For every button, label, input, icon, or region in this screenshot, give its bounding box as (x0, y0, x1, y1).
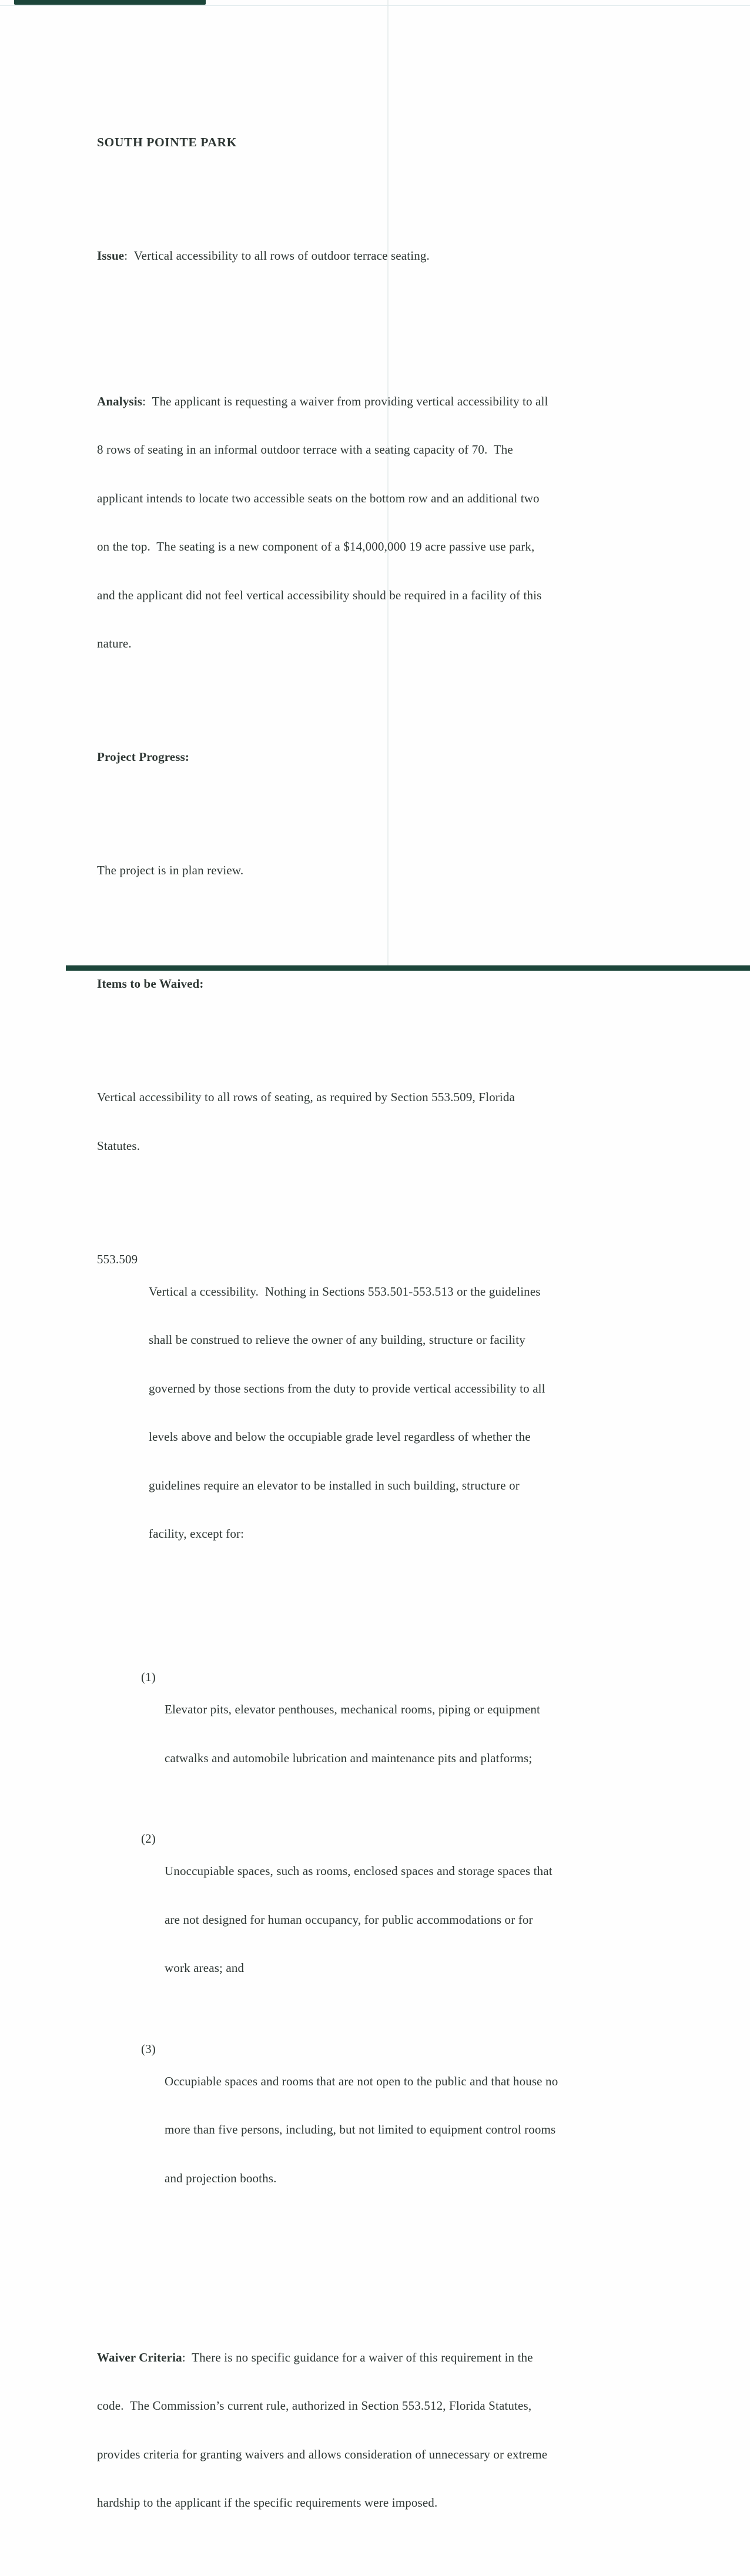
list-item-marker: (1) (141, 1670, 156, 1684)
text-line (97, 394, 720, 410)
analysis-text: : The applicant is requesting a waiver from providing vertical accessibility to all (142, 394, 548, 408)
text-line: more than five persons, including, but not limited to equipment control rooms (165, 2122, 556, 2136)
issue-label: Issue (97, 248, 125, 263)
statute-paragraph (97, 1252, 720, 1575)
list-item-marker: (2) (141, 1832, 156, 1846)
project-progress-heading: Project Progress: (97, 750, 190, 764)
list-item (141, 1669, 720, 1799)
text-line: guidelines require an elevator to be installed in such building, structure or (149, 1478, 520, 1492)
text-line: Vertical a ccessibility. Nothing in Sections 553.501-553.513 or the guidelines (149, 1284, 541, 1299)
issue-paragraph (97, 216, 720, 297)
items-to-be-waived-body (97, 1057, 720, 1186)
text-line: nature. (97, 636, 132, 650)
text-line: and the applicant did not feel vertical accessibility should be required in a facility of this (97, 588, 542, 602)
text-line: applicant intends to locate two accessible seats on the bottom row and an additional two (97, 491, 540, 505)
waiver-criteria-text: : There is no specific guidance for a waiver of this requirement in the (182, 2350, 533, 2364)
text-line: shall be construed to relieve the owner of any building, structure or facility (149, 1333, 525, 1347)
text-line: catwalks and automobile lubrication and maintenance pits and platforms; (165, 1750, 533, 1765)
list-item-marker: (3) (141, 2041, 156, 2056)
text-line: governed by those sections from the duty to provide vertical accessibility to all (149, 1381, 545, 1396)
waiver-criteria-paragraph (97, 2317, 720, 2544)
issue-text: : Vertical accessibility to all rows of outdoor terrace seating. (124, 248, 430, 263)
document-body (97, 86, 720, 2576)
statute-text (149, 1252, 720, 1575)
text-line: The project is in plan review. (97, 863, 244, 877)
text-line: on the top. The seating is a new component of a $14,000,000 19 acre passive use park, (97, 539, 535, 554)
text-line: Statutes. (97, 1138, 140, 1153)
text-line: work areas; and (165, 1961, 245, 1975)
text-line: provides criteria for granting waivers and allows consideration of unnecessary or extreme (97, 2447, 548, 2461)
document-title: SOUTH POINTE PARK (97, 135, 237, 149)
text-line: Unoccupiable spaces, such as rooms, enclosed spaces and storage spaces that (165, 1864, 553, 1878)
project-progress-body (97, 830, 720, 911)
analysis-paragraph (97, 361, 720, 685)
statute-exceptions-list (141, 1637, 720, 2251)
text-line: facility, except for: (149, 1527, 245, 1541)
scan-top-rule (0, 5, 750, 6)
text-line (97, 2350, 720, 2366)
list-item (141, 2041, 720, 2219)
scan-edge-bar-top (14, 0, 206, 5)
waiver-criteria-label: Waiver Criteria (97, 2350, 182, 2364)
text-line: Vertical accessibility to all rows of seating, as required by Section 553.509, Florida (97, 1090, 515, 1104)
text-line: Occupiable spaces and rooms that are not open to the public and that house no (165, 2074, 558, 2088)
text-line: levels above and below the occupiable grade level regardless of whether the (149, 1430, 531, 1444)
text-line: are not designed for human occupancy, for public accommodations or for (165, 1912, 533, 1927)
list-item-text (165, 1831, 720, 2009)
items-to-be-waived-heading: Items to be Waived: (97, 977, 204, 991)
text-line: hardship to the applicant if the specific requirements were imposed. (97, 2496, 438, 2510)
text-line: and projection booths. (165, 2171, 277, 2185)
statute-number: 553.509 (97, 1252, 138, 1266)
text-line: code. The Commission’s current rule, authorized in Section 553.512, Florida Statutes, (97, 2399, 532, 2413)
list-item-text (165, 1669, 720, 1799)
analysis-label: Analysis (97, 394, 143, 408)
list-item (141, 1831, 720, 2009)
text-line: 8 rows of seating in an informal outdoor terrace with a seating capacity of 70. The (97, 442, 513, 457)
text-line (97, 248, 720, 264)
list-item-text (165, 2041, 720, 2219)
text-line: Elevator pits, elevator penthouses, mechanical rooms, piping or equipment (165, 1702, 541, 1716)
